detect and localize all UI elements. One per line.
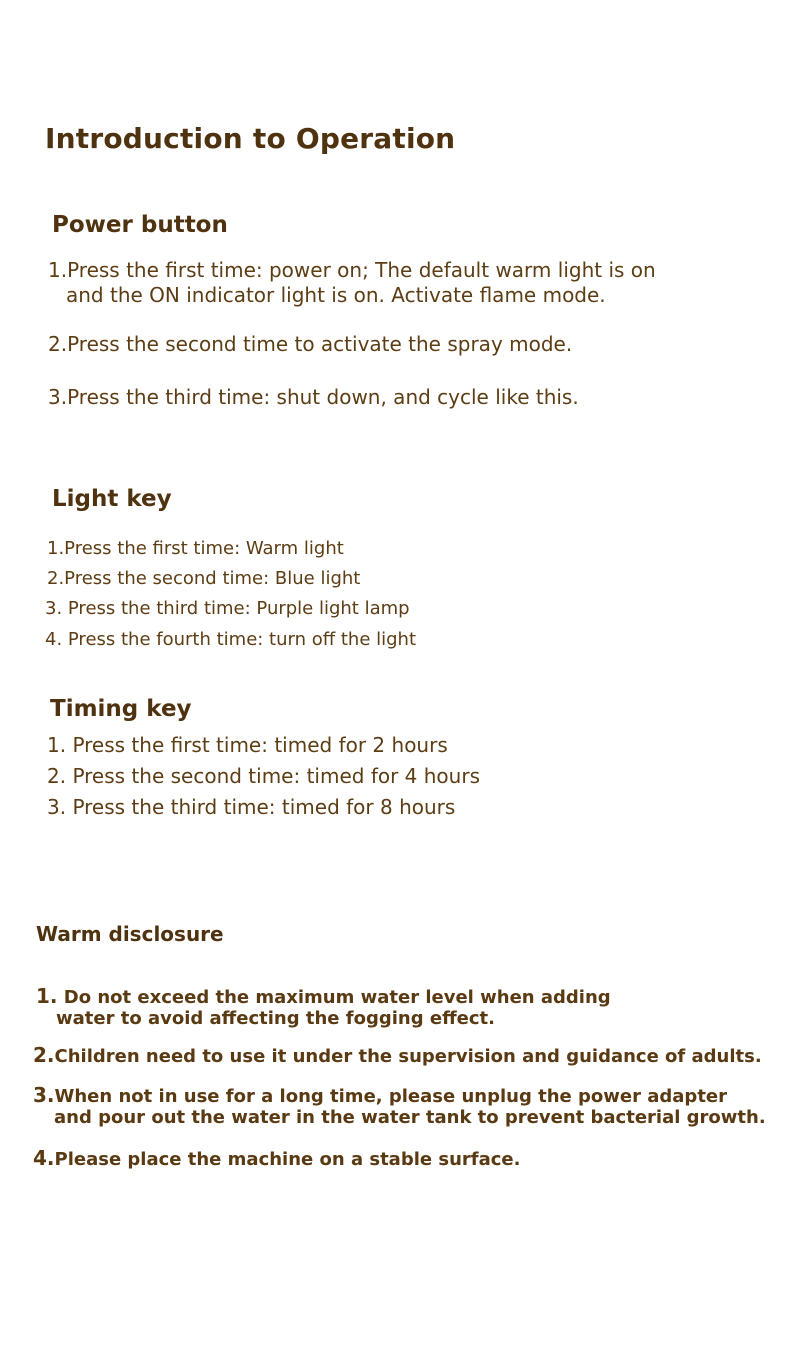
warm-item-2-line1: Children need to use it under the supervision and guidance of adults. — [54, 1046, 762, 1067]
warm-item-3-line2: and pour out the water in the water tank to prevent bacterial growth. — [54, 1107, 766, 1128]
power-item-1 — [48, 258, 656, 308]
light-item-3: 3. Press the third time: Purple light lamp — [45, 598, 410, 619]
warm-item-2 — [33, 1045, 762, 1067]
warm-item-4-line1: Please place the machine on a stable surface. — [54, 1149, 521, 1170]
timing-key-heading: Timing key — [50, 696, 192, 722]
power-item-3: 3.Press the third time: shut down, and cycle like this. — [48, 385, 579, 409]
warm-item-3-number: 3. — [33, 1083, 55, 1107]
light-item-2: 2.Press the second time: Blue light — [47, 568, 361, 589]
page-title: Introduction to Operation — [45, 122, 456, 155]
warm-item-1-line1: Do not exceed the maximum water level when adding — [57, 987, 611, 1008]
warm-item-1-line2: water to avoid affecting the fogging effect. — [56, 1008, 495, 1029]
warm-item-1 — [36, 986, 611, 1029]
power-button-heading: Power button — [52, 212, 228, 238]
warm-item-1-number: 1. — [36, 984, 58, 1008]
warm-disclosure-heading: Warm disclosure — [36, 922, 224, 946]
light-item-4: 4. Press the fourth time: turn off the light — [45, 629, 417, 650]
power-item-2: 2.Press the second time to activate the spray mode. — [48, 332, 573, 356]
warm-item-3-line1: When not in use for a long time, please unplug the power adapter — [54, 1086, 728, 1107]
power-item-1-line2: and the ON indicator light is on. Activate flame mode. — [66, 283, 606, 307]
warm-item-2-number: 2. — [33, 1043, 55, 1067]
timing-item-3: 3. Press the third time: timed for 8 hours — [47, 795, 456, 819]
light-item-1: 1.Press the first time: Warm light — [47, 538, 344, 559]
warm-item-4 — [33, 1148, 520, 1170]
timing-item-2: 2. Press the second time: timed for 4 hours — [47, 764, 480, 788]
timing-item-1: 1. Press the first time: timed for 2 hours — [47, 733, 448, 757]
warm-item-3 — [33, 1085, 766, 1128]
warm-item-4-number: 4. — [33, 1146, 55, 1170]
power-item-1-line1: 1.Press the first time: power on; The default warm light is on — [48, 258, 656, 282]
light-key-heading: Light key — [52, 486, 172, 512]
